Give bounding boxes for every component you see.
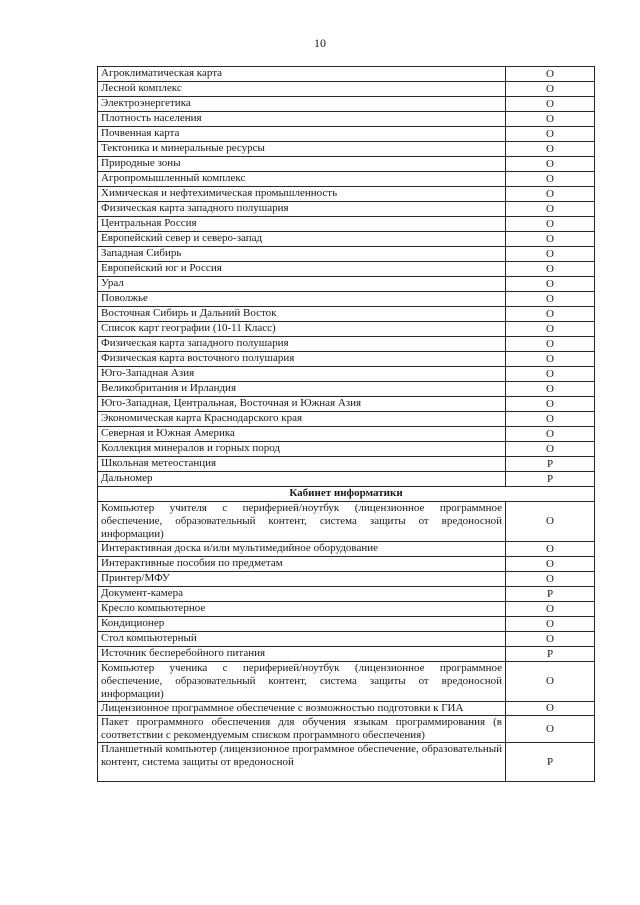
- item-name: Планшетный компьютер (лицензионное программное обеспечение, образовательный контент, система защиты от вредоносной: [98, 743, 506, 782]
- table-row: [98, 352, 595, 367]
- item-name: Восточная Сибирь и Дальний Восток: [98, 307, 506, 322]
- item-code: О: [506, 292, 595, 307]
- item-code: О: [506, 112, 595, 127]
- item-code: О: [506, 202, 595, 217]
- table-row: [98, 307, 595, 322]
- item-name: Лесной комплекс: [98, 82, 506, 97]
- table-row: [98, 97, 595, 112]
- item-name: Принтер/МФУ: [98, 572, 506, 587]
- item-name: Тектоника и минеральные ресурсы: [98, 142, 506, 157]
- item-code: Р: [506, 587, 595, 602]
- item-code: О: [506, 382, 595, 397]
- item-name: Европейский юг и Россия: [98, 262, 506, 277]
- table-row: [98, 457, 595, 472]
- table-row: [98, 716, 595, 743]
- item-code: Р: [506, 647, 595, 662]
- item-code: О: [506, 352, 595, 367]
- table-row: [98, 157, 595, 172]
- table-row: [98, 617, 595, 632]
- item-name: Почвенная карта: [98, 127, 506, 142]
- item-name: Список карт географии (10-11 Класс): [98, 322, 506, 337]
- item-code: О: [506, 247, 595, 262]
- page-number: 10: [314, 36, 326, 50]
- item-code: О: [506, 97, 595, 112]
- item-code: О: [506, 502, 595, 542]
- table-row: [98, 82, 595, 97]
- table-row: [98, 112, 595, 127]
- table-row: [98, 277, 595, 292]
- item-code: Р: [506, 472, 595, 487]
- table-row: [98, 232, 595, 247]
- item-code: О: [506, 217, 595, 232]
- item-name: Химическая и нефтехимическая промышленность: [98, 187, 506, 202]
- item-name: Юго-Западная, Центральная, Восточная и Южная Азия: [98, 397, 506, 412]
- item-name: Физическая карта западного полушария: [98, 202, 506, 217]
- item-name: Интерактивные пособия по предметам: [98, 557, 506, 572]
- item-name: Северная и Южная Америка: [98, 427, 506, 442]
- table-row: [98, 587, 595, 602]
- item-name: Источник бесперебойного питания: [98, 647, 506, 662]
- table-row: [98, 602, 595, 617]
- table-row: [98, 743, 595, 782]
- table-row: [98, 632, 595, 647]
- table-row: [98, 382, 595, 397]
- equipment-table-body: [98, 67, 595, 782]
- item-code: О: [506, 82, 595, 97]
- table-row: [98, 397, 595, 412]
- item-name: Дальномер: [98, 472, 506, 487]
- item-name: Природные зоны: [98, 157, 506, 172]
- table-row: [98, 172, 595, 187]
- table-row: [98, 427, 595, 442]
- item-name: Лицензионное программное обеспечение с возможностью подготовки к ГИА: [98, 702, 506, 716]
- item-name: Кондиционер: [98, 617, 506, 632]
- table-row: [98, 127, 595, 142]
- table-row: [98, 442, 595, 457]
- item-code: О: [506, 572, 595, 587]
- item-name: Великобритания и Ирландия: [98, 382, 506, 397]
- item-code: О: [506, 142, 595, 157]
- table-row: [98, 542, 595, 557]
- section-header-row: [98, 487, 595, 502]
- table-row: [98, 412, 595, 427]
- item-code: Р: [506, 457, 595, 472]
- item-code: О: [506, 602, 595, 617]
- item-code: О: [506, 322, 595, 337]
- item-code: О: [506, 427, 595, 442]
- item-code: О: [506, 157, 595, 172]
- item-name: Стол компьютерный: [98, 632, 506, 647]
- item-name: Физическая карта восточного полушария: [98, 352, 506, 367]
- item-code: О: [506, 232, 595, 247]
- table-row: [98, 217, 595, 232]
- item-name: Агропромышленный комплекс: [98, 172, 506, 187]
- item-code: О: [506, 127, 595, 142]
- item-name: Западная Сибирь: [98, 247, 506, 262]
- table-row: [98, 557, 595, 572]
- table-row: [98, 502, 595, 542]
- table-row: [98, 337, 595, 352]
- table-row: [98, 247, 595, 262]
- table-row: [98, 67, 595, 82]
- item-code: Р: [506, 743, 595, 782]
- item-code: О: [506, 702, 595, 716]
- table-row: [98, 322, 595, 337]
- section-title: Кабинет информатики: [98, 487, 595, 502]
- item-name: Кресло компьютерное: [98, 602, 506, 617]
- item-name: Агроклиматическая карта: [98, 67, 506, 82]
- item-name: Компьютер учителя с периферией/ноутбук (лицензионное программное обеспечение, образовательный контент, система защиты от вредоносной информации): [98, 502, 506, 542]
- table-row: [98, 572, 595, 587]
- table-row: [98, 662, 595, 702]
- item-code: О: [506, 337, 595, 352]
- item-name: Документ-камера: [98, 587, 506, 602]
- equipment-table: [97, 66, 595, 782]
- table-row: [98, 142, 595, 157]
- item-code: О: [506, 632, 595, 647]
- table-row: [98, 187, 595, 202]
- item-name: Интерактивная доска и/или мультимедийное оборудование: [98, 542, 506, 557]
- item-name: Центральная Россия: [98, 217, 506, 232]
- item-code: О: [506, 617, 595, 632]
- item-code: О: [506, 542, 595, 557]
- table-row: [98, 702, 595, 716]
- item-name: Поволжье: [98, 292, 506, 307]
- item-name: Пакет программного обеспечения для обучения языкам программирования (в соответствии с рекомендуемым списком программного обеспечения): [98, 716, 506, 743]
- item-name: Коллекция минералов и горных пород: [98, 442, 506, 457]
- item-code: О: [506, 277, 595, 292]
- item-code: О: [506, 187, 595, 202]
- table-row: [98, 472, 595, 487]
- item-name: Юго-Западная Азия: [98, 367, 506, 382]
- item-code: О: [506, 172, 595, 187]
- item-code: О: [506, 262, 595, 277]
- item-code: О: [506, 367, 595, 382]
- table-row: [98, 262, 595, 277]
- table-row: [98, 202, 595, 217]
- item-code: О: [506, 716, 595, 743]
- item-name: Физическая карта западного полушария: [98, 337, 506, 352]
- item-code: О: [506, 397, 595, 412]
- item-code: О: [506, 442, 595, 457]
- item-name: Экономическая карта Краснодарского края: [98, 412, 506, 427]
- table-row: [98, 647, 595, 662]
- table-row: [98, 292, 595, 307]
- item-name: Урал: [98, 277, 506, 292]
- item-name: Плотность населения: [98, 112, 506, 127]
- item-code: О: [506, 307, 595, 322]
- item-name: Компьютер ученика с периферией/ноутбук (лицензионное программное обеспечение, образовательный контент, система защиты от вредоносной информации): [98, 662, 506, 702]
- item-code: О: [506, 662, 595, 702]
- item-name: Электроэнергетика: [98, 97, 506, 112]
- table-row: [98, 367, 595, 382]
- item-code: О: [506, 67, 595, 82]
- item-code: О: [506, 557, 595, 572]
- item-code: О: [506, 412, 595, 427]
- item-name: Школьная метеостанция: [98, 457, 506, 472]
- item-name: Европейский север и северо-запад: [98, 232, 506, 247]
